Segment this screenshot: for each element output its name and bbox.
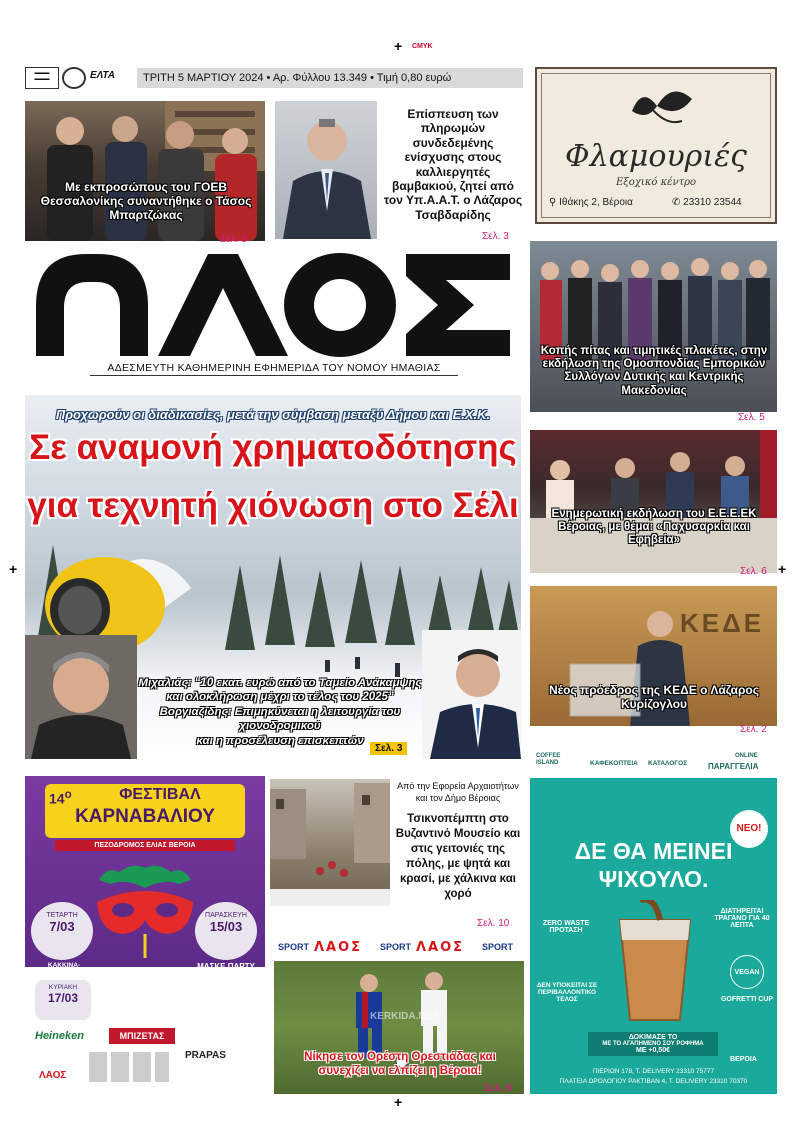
village-street-illustration [270, 779, 390, 906]
coffee-nav-2[interactable]: ΚΑΤΑΛΟΓΟΣ [648, 760, 688, 767]
leaves-icon [622, 81, 702, 129]
kede-sign: ΚΕΔΕ [680, 608, 765, 638]
quote-line-1: Μιχαλιάς: “10 εκατ. ευρώ από το Ταμείο Ανάκαμψης [138, 677, 422, 689]
carnival-event-3 [35, 980, 91, 1020]
carnival-event-2-day: ΠΑΡΑΣΚΕΥΗ [205, 912, 247, 919]
coffee-vegan-badge: VEGAN [730, 955, 764, 989]
sponsor-mpizetas: ΜΠΙΖΕΤΑΣ [109, 1028, 175, 1044]
page-ref-side-2[interactable]: Σελ. 6 [740, 566, 767, 577]
carnival-edition-suffix: ο [64, 788, 72, 801]
ad-flamouries-tagline: Εξοχικό κέντρο [616, 177, 696, 188]
ad-flamouries-address: ⚲ Ιθάκης 2, Βέροια [549, 197, 633, 208]
side-story-caption-2: Ενημερωτική εκδήλωση του Ε.Ε.Ε.ΕΚ Βέροιας, με θέμα: «Παχυσαρκία και Εφηβεία» [551, 508, 757, 547]
sponsor-heineken: Heineken [35, 1030, 84, 1042]
carnival-event-1 [31, 902, 93, 960]
sponsor-prapas: PRAPAS [185, 1050, 226, 1061]
cmyk-color-bar: CMYK [412, 43, 433, 50]
coffee-nav-1[interactable]: ΚΑΦΕΚΟΠΤΕΙΑ [590, 760, 638, 767]
page-ref-top-2[interactable]: Σελ. 3 [482, 231, 509, 242]
sport-story-caption: Νίκησε τον Ορέστη Ορεστιάδας και συνεχίζει να ελπίζει η Βέροια! [304, 1051, 496, 1078]
dateline: ΤΡΙΤΗ 5 ΜΑΡΤΙΟΥ 2024 • Αρ. Φύλλου 13.349 • Τιμή 0,80 ευρώ [137, 68, 523, 88]
carnival-event-3-day: ΚΥΡΙΑΚΗ [48, 984, 78, 991]
page-ref-side-3[interactable]: Σελ. 2 [740, 724, 767, 735]
quote-line-2: και ολοκλήρωση μέχρι το τέλος του 2025” [166, 691, 394, 704]
page-ref-museum[interactable]: Σελ. 10 [477, 918, 510, 929]
portrait-illustration [275, 101, 377, 239]
coffee-try-box [588, 1032, 718, 1056]
museum-story-body: Τσικνοπέμπτη στο Βυζαντινό Μουσείο και στις γειτονιές της πόλης, με ψητά και κρασί, με χάλκινα και χορό [395, 813, 521, 900]
top-story-text-2: Επίσπευση των πληρωμών συνδεδεμένης ενίσχυσης στους καλλιεργητές βαμβακιού, ζητεί από τον Υπ.Α.Α.Τ. ο Λάζαρος Τσαβδαρίδης [383, 107, 523, 222]
ad-flamouries-name: Φλαμουριές [565, 139, 747, 174]
ad-flamouries-phone: ✆ 23310 23544 [672, 197, 742, 208]
portrait-right-illustration [422, 630, 521, 759]
carnival-event-3-label: ΖΑΛΙΚΑ-ΨΗΣΙΜΑΤΑ & ΓΙΟΡΤΗ ΜΟΙΡΑΣ [91, 980, 153, 994]
page-ref-sport[interactable]: Σελ. 8 [484, 1083, 512, 1094]
masthead-subtitle: ΑΔΕΣΜΕΥΤΗ ΚΑΘΗΜΕΡΙΝΗ ΕΦΗΜΕΡΙΔΑ ΤΟΥ ΝΟΜΟΥ ΗΜΑΘΙΑΣ [90, 362, 458, 376]
coffee-try-3: ΜΕ +0,50€ [635, 1047, 671, 1054]
laos-logo-graphic [28, 248, 516, 358]
lead-portrait-right [422, 630, 521, 759]
lead-story-headline-1: Σε αναμονή χρηματοδότησης [29, 428, 517, 467]
coffee-brand: COFFEE ISLAND [536, 753, 561, 766]
side-story-photo-2[interactable] [530, 430, 777, 573]
registration-mark-left: + [9, 561, 18, 577]
carnival-mask-icon [87, 862, 203, 962]
elta-logo: ΕΛΤΑ [90, 70, 116, 81]
masthead-logo[interactable] [28, 248, 516, 358]
page-ref-lead[interactable]: Σελ. 3 [370, 742, 407, 755]
carnival-event-1-day: ΤΕΤΑΡΤΗ [46, 912, 78, 919]
coffee-headline-2: ΨΙΧΟΥΛΟ. [598, 866, 709, 892]
coffee-try-2: ΜΕ ΤΟ ΑΓΑΠΗΜΕΝΟ ΣΟΥ ΡΟΦΗΜΑ [602, 1041, 704, 1047]
side-story-caption-1: Κοπής πίτας και τιμητικές πλακέτες, στην εκδήλωση της Ομοσπονδίας Εμπορικών Συλλόγων Δυτικής και Κεντρικής Μακεδονίας [540, 345, 768, 397]
carnival-title-2: ΚΑΡΝΑΒΑΛΙΟΥ [75, 806, 215, 827]
registration-mark-right: + [778, 561, 787, 577]
ad-coffee-island[interactable] [530, 750, 777, 1094]
carnival-event-1-label: ΚΑΚΚΙΝΑ-ΨΕΙΣΙΜΑΤΑ [46, 962, 82, 976]
coffee-new-badge: ΝΕΟ! [730, 810, 768, 848]
sport-label-1: SPORT [278, 942, 310, 952]
panel-discussion-illustration [530, 430, 777, 573]
carnival-title-1: ΦΕΣΤΙΒΑΛ [119, 786, 201, 803]
lead-portrait-left [25, 635, 137, 759]
lead-story-quotes [124, 676, 436, 748]
coffee-headline-1: ΔΕ ΘΑ ΜΕΙΝΕΙ [574, 838, 733, 864]
coffee-city: ΒΕΡΟΙΑ [730, 1056, 757, 1063]
coffee-address-2: ΠΛΑΤΕΙΑ ΩΡΟΛΟΓΙΟΥ ΡΑΚΤΙΒΑΝ 4, Τ. DELIVERY 23310 70370 [559, 1078, 748, 1085]
carnival-edition [49, 788, 72, 807]
coffee-no-fee: ΔΕΝ ΥΠΟΚΕΙΤΑΙ ΣΕ ΠΕΡΙΒΑΛΛΟΝΤΙΚΟ ΤΕΛΟΣ [536, 982, 598, 1003]
museum-story-kicker: Από την Εφορεία Αρχαιοτήτων και τον Δήμο Βέροιας [397, 781, 519, 803]
lead-story-headline-2: για τεχνητή χιόνωση στο Σέλι [27, 486, 519, 525]
side-story-caption-3: Νέος πρόεδρος της ΚΕΔΕ ο Λάζαρος Κυρίζογλου [549, 683, 759, 711]
carnival-sponsors [29, 1026, 261, 1090]
registration-mark-bottom: + [394, 1094, 403, 1110]
top-story-caption-1: Με εκπροσώπους του ΓΟΕΒ Θεσσαλονίκης συναντήθηκε ο Τάσος Μπαρτζώκας [40, 180, 252, 222]
carnival-edition-number: 14 [49, 790, 65, 807]
sport-watermark: KERKIDA.NET [370, 1011, 439, 1022]
ad-phone-text: 23310 23544 [683, 197, 742, 208]
coffee-address-1: ΠΙΕΡΙΩΝ 178, Τ. DELIVERY 23310 75777 [592, 1068, 715, 1075]
sport-label-2: SPORT [380, 942, 412, 952]
postal-permit-stamp: ▬▬▬ ▬▬▬ [25, 67, 59, 89]
carnival-ribbon: ΠΕΖΟΔΡΟΜΟΣ ΕΛΙΑΣ ΒΕΡΟΙΑ [55, 840, 235, 851]
ad-flamouries[interactable] [535, 67, 777, 224]
carnival-event-3-date: 17/03 [47, 991, 79, 1005]
lead-story-kicker: Προχωρούν οι διαδικασίες, μετά την σύμβαση μεταξύ Δήμου και Ε.Χ.Κ. [55, 407, 491, 422]
carnival-event-2-date: 15/03 [209, 919, 243, 934]
sponsor-logos-strip [89, 1052, 169, 1082]
sport-label-3: SPORT [482, 942, 514, 952]
top-story-photo-portrait[interactable] [275, 101, 377, 239]
sponsor-laos: ΛΑΟΣ [39, 1070, 67, 1081]
coffee-zero-waste: ZERO WASTE ΠΡΟΤΑΣΗ [542, 920, 590, 934]
registration-mark-top: + [394, 38, 403, 54]
museum-story-photo[interactable] [270, 779, 390, 906]
seal-icon [62, 67, 86, 89]
coffee-order[interactable]: ΠΑΡΑΓΓΕΛΙΑ [708, 762, 759, 771]
waffle-cup-icon [600, 900, 710, 1040]
page-ref-top-1[interactable]: Σελ. 3 [220, 234, 247, 245]
coffee-online: ONLINE [735, 753, 758, 759]
sport-logo-1: ΛΑΟΣ [314, 940, 363, 955]
spacer [53, 922, 54, 923]
sport-bar [278, 940, 524, 956]
carnival-event-1-date: 7/03 [49, 919, 75, 934]
coffee-gofretti: GOFRETTI CUP [720, 996, 774, 1003]
page-ref-side-1[interactable]: Σελ. 5 [738, 412, 765, 423]
ad-carnival[interactable] [25, 776, 265, 1094]
ad-address-text: Ιθάκης 2, Βέροια [559, 197, 633, 208]
portrait-left-illustration [25, 635, 137, 759]
quote-line-3: Βοργιαζίδης: Επιμηκύνεται η λειτουργία του χιονοδρομικού [159, 705, 401, 733]
carnival-event-2 [195, 902, 257, 960]
coffee-try-1: ΔΟΚΙΜΑΣΕ ΤΟ [628, 1034, 678, 1041]
sport-logo-2: ΛΑΟΣ [416, 940, 465, 955]
quote-line-4: και η προσέλευση επισκεπτών [196, 734, 364, 747]
carnival-event-2-label: ΜΑΣΚΕ ΠΑΡΤΥ [197, 962, 255, 971]
coffee-lasts: ΔΙΑΤΗΡΕΙΤΑΙ ΤΡΑΓΑΝΟ ΓΙΑ 40 ΛΕΠΤΑ [714, 908, 770, 929]
